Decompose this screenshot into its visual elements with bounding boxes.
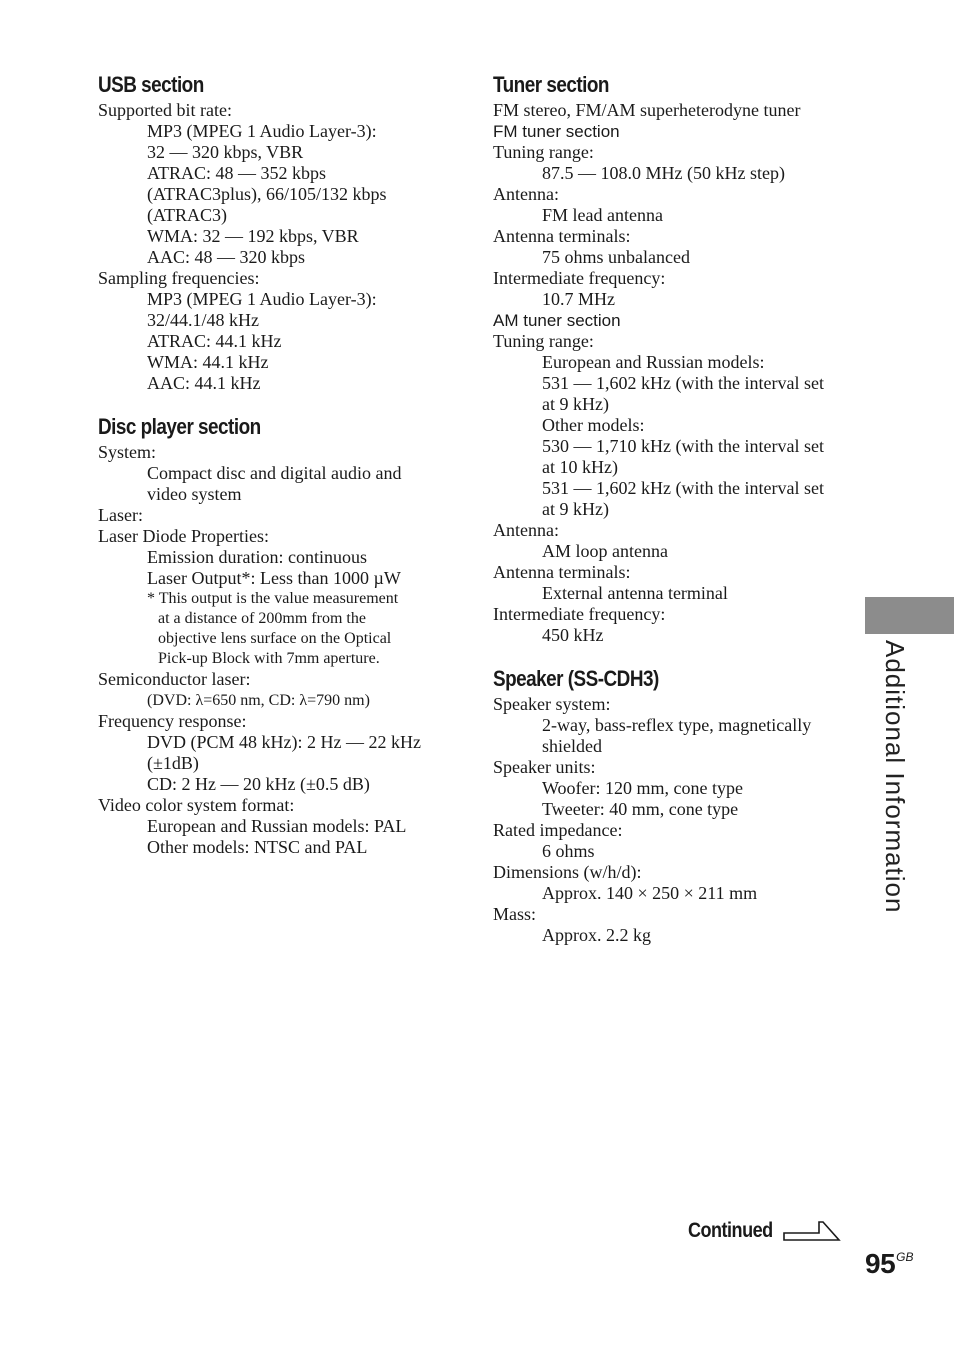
spec-value: European and Russian models: PAL xyxy=(147,816,407,836)
continued-indicator xyxy=(688,1216,786,1246)
spec-value: Other models: xyxy=(542,415,645,435)
spec-value: (DVD: λ=650 nm, CD: λ=790 nm) xyxy=(147,692,370,709)
spec-value: 6 ohms xyxy=(542,841,595,861)
side-tab-label: Additional Information xyxy=(880,640,910,914)
spec-value: 87.5 — 108.0 MHz (50 kHz step) xyxy=(542,163,785,183)
spec-value: FM lead antenna xyxy=(542,205,663,225)
side-tab-marker xyxy=(865,597,954,634)
page-number-block xyxy=(865,1248,914,1280)
spec-value: 32 — 320 kbps, VBR xyxy=(147,142,304,162)
spec-value: 10.7 MHz xyxy=(542,289,615,309)
spec-value: shielded xyxy=(542,736,602,756)
spec-label: Supported bit rate: xyxy=(98,100,232,120)
spec-label: Intermediate frequency: xyxy=(493,268,666,288)
spec-label: Mass: xyxy=(493,904,537,924)
spec-value: (±1dB) xyxy=(147,753,199,773)
spec-value: AM loop antenna xyxy=(542,541,668,561)
left-column xyxy=(98,70,458,858)
spec-value: AAC: 48 — 320 kbps xyxy=(147,247,306,267)
spec-label: Speaker units: xyxy=(493,757,596,777)
section-heading: Disc player section xyxy=(98,414,261,439)
speaker-section xyxy=(493,664,853,946)
spec-value: (ATRAC3plus), 66/105/132 kbps xyxy=(147,184,387,204)
spec-value: European and Russian models: xyxy=(542,352,765,372)
spec-value: WMA: 32 — 192 kbps, VBR xyxy=(147,226,359,246)
spec-value: (ATRAC3) xyxy=(147,205,227,225)
spec-label: Semiconductor laser: xyxy=(98,669,251,689)
spec-value: 531 — 1,602 kHz (with the interval set xyxy=(542,478,824,498)
spec-label: Antenna: xyxy=(493,184,559,204)
spec-label: Antenna terminals: xyxy=(493,226,631,246)
spec-value: WMA: 44.1 kHz xyxy=(147,352,269,372)
spec-label: Antenna terminals: xyxy=(493,562,631,582)
footnote: objective lens surface on the Optical xyxy=(158,630,392,647)
spec-label: Intermediate frequency: xyxy=(493,604,666,624)
spec-value: at 9 kHz) xyxy=(542,394,609,414)
section-heading: Tuner section xyxy=(493,72,609,97)
spec-value: Emission duration: continuous xyxy=(147,547,367,567)
spec-label: Laser Diode Properties: xyxy=(98,526,269,546)
spec-value: Approx. 2.2 kg xyxy=(542,925,651,945)
spec-value: at 9 kHz) xyxy=(542,499,609,519)
spec-label: Tuning range: xyxy=(493,142,594,162)
spec-value: 530 — 1,710 kHz (with the interval set xyxy=(542,436,824,456)
spec-label: Sampling frequencies: xyxy=(98,268,260,288)
spec-value: 32/44.1/48 kHz xyxy=(147,310,259,330)
spec-value: video system xyxy=(147,484,242,504)
disc-player-section xyxy=(98,412,458,858)
footnote: * This output is the value measurement xyxy=(147,590,399,607)
spec-value: Laser Output*: Less than 1000 µW xyxy=(147,568,401,588)
spec-label: Rated impedance: xyxy=(493,820,623,840)
spec-value: Other models: NTSC and PAL xyxy=(147,837,368,857)
continued-label: Continued xyxy=(688,1219,773,1242)
spec-label: Tuning range: xyxy=(493,331,594,351)
section-heading: Speaker (SS-CDH3) xyxy=(493,666,659,691)
usb-section xyxy=(98,70,458,394)
spec-value: ATRAC: 48 — 352 kbps xyxy=(147,163,327,183)
subsection-heading: FM tuner section xyxy=(493,122,620,141)
spec-value: at 10 kHz) xyxy=(542,457,618,477)
spec-label: Video color system format: xyxy=(98,795,295,815)
spec-value: 75 ohms unbalanced xyxy=(542,247,690,267)
spec-value: Tweeter: 40 mm, cone type xyxy=(542,799,739,819)
spec-value: Approx. 140 × 250 × 211 mm xyxy=(542,883,758,903)
page-number: 95 xyxy=(865,1248,896,1279)
spec-value: 2-way, bass-reflex type, magnetically xyxy=(542,715,812,735)
spec-label: Antenna: xyxy=(493,520,559,540)
spec-value: MP3 (MPEG 1 Audio Layer-3): xyxy=(147,289,377,309)
spec-value: CD: 2 Hz — 20 kHz (±0.5 dB) xyxy=(147,774,370,794)
footnote: at a distance of 200mm from the xyxy=(158,610,366,627)
continued-arrow-icon xyxy=(783,1218,843,1244)
spec-label: Dimensions (w/h/d): xyxy=(493,862,642,882)
spec-value: External antenna terminal xyxy=(542,583,728,603)
spec-label: Speaker system: xyxy=(493,694,611,714)
spec-label: Frequency response: xyxy=(98,711,247,731)
spec-label: Laser: xyxy=(98,505,143,525)
section-heading: USB section xyxy=(98,72,204,97)
right-column xyxy=(493,70,853,946)
tuner-section xyxy=(493,70,853,646)
spec-value: AAC: 44.1 kHz xyxy=(147,373,261,393)
spec-value: 531 — 1,602 kHz (with the interval set xyxy=(542,373,824,393)
page-number-suffix: GB xyxy=(896,1250,914,1264)
subsection-heading: AM tuner section xyxy=(493,311,621,330)
spec-value: 450 kHz xyxy=(542,625,604,645)
spec-value: ATRAC: 44.1 kHz xyxy=(147,331,282,351)
spec-value: Compact disc and digital audio and xyxy=(147,463,402,483)
spec-value: MP3 (MPEG 1 Audio Layer-3): xyxy=(147,121,377,141)
spec-label: System: xyxy=(98,442,157,462)
footnote: Pick-up Block with 7mm aperture. xyxy=(158,650,380,667)
spec-value: DVD (PCM 48 kHz): 2 Hz — 22 kHz xyxy=(147,732,421,752)
spec-value: Woofer: 120 mm, cone type xyxy=(542,778,743,798)
spec-label: FM stereo, FM/AM superheterodyne tuner xyxy=(493,100,801,120)
